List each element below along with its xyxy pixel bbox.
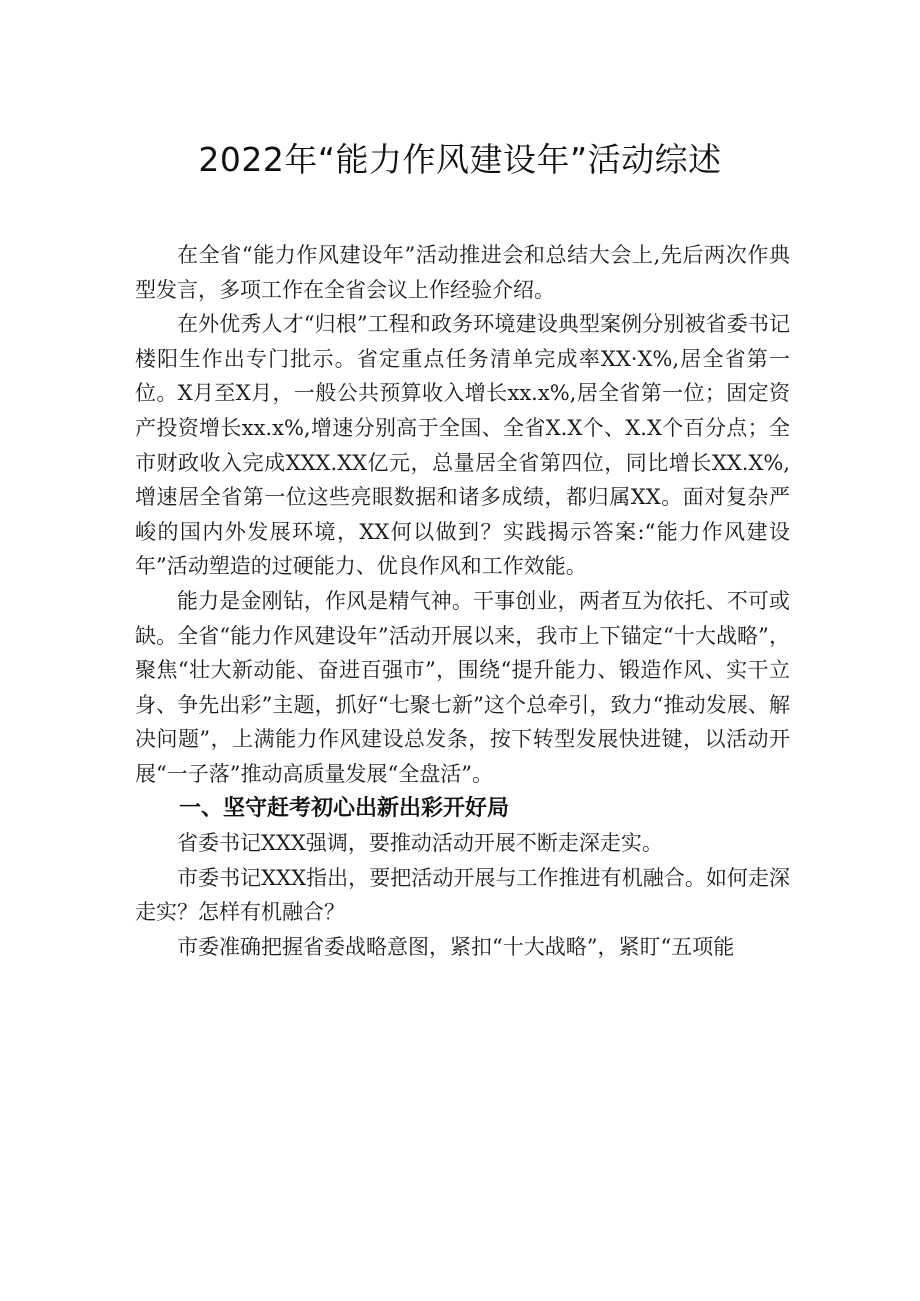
paragraph: 市委书记XXX指出，要把活动开展与工作推进有机融合。如何走深走实？怎样有机融合？ [135,865,790,925]
paragraph: 能力是金刚钻，作风是精气神。干事创业，两者互为依托、不可或缺。全省“能力作风建设年”活动开展以来，我市上下锚定“十大战略”，聚焦“壮大新动能、奋进百强市”，围绕“提升能力、锻造作风、实干立身、争先出彩”主题，抓好“七聚七新”这个总牵引，致力“推动发展、解决问题”，上满能力作风建设总发条，按下转型发展快进键，以活动开展“一子落”推动高质量发展“全盘活”。 [135,588,790,786]
document-title: 2022年“能力作风建设年”活动综述 [198,140,722,179]
paragraph: 市委准确把握省委战略意图，紧扣“十大战略”，紧盯“五项能 [177,934,735,959]
paragraph: 省委书记XXX强调，要推动活动开展不断走深走实。 [177,831,663,856]
paragraph: 在全省“能力作风建设年”活动推进会和总结大会上,先后两次作典型发言，多项工作在全省会议上作经验介绍。 [135,243,790,302]
paragraph: 在外优秀人才“归根”工程和政务环境建设典型案例分别被省委书记楼阳生作出专门批示。省定重点任务清单完成率XX·X%,居全省第一位。X月至X月，一般公共预算收入增长xx.x%,居全省第一位；固定资产投资增长xx.x%,增速分别高于全国、全省X.X个、X.X个百分点；全市财政收入完成XXX.XX亿元，总量居全省第四位，同比增长XX.X%,增速居全省第一位这些亮眼数据和诸多成绩，都归属XX。面对复杂严峻的国内外发展环境，XX何以做到？实践揭示答案:“能力作风建设年”活动塑造的过硬能力、优良作风和工作效能。 [135,312,790,579]
section-heading: 一、坚守赶考初心出新出彩开好局 [179,795,510,821]
document-body [135,238,790,964]
